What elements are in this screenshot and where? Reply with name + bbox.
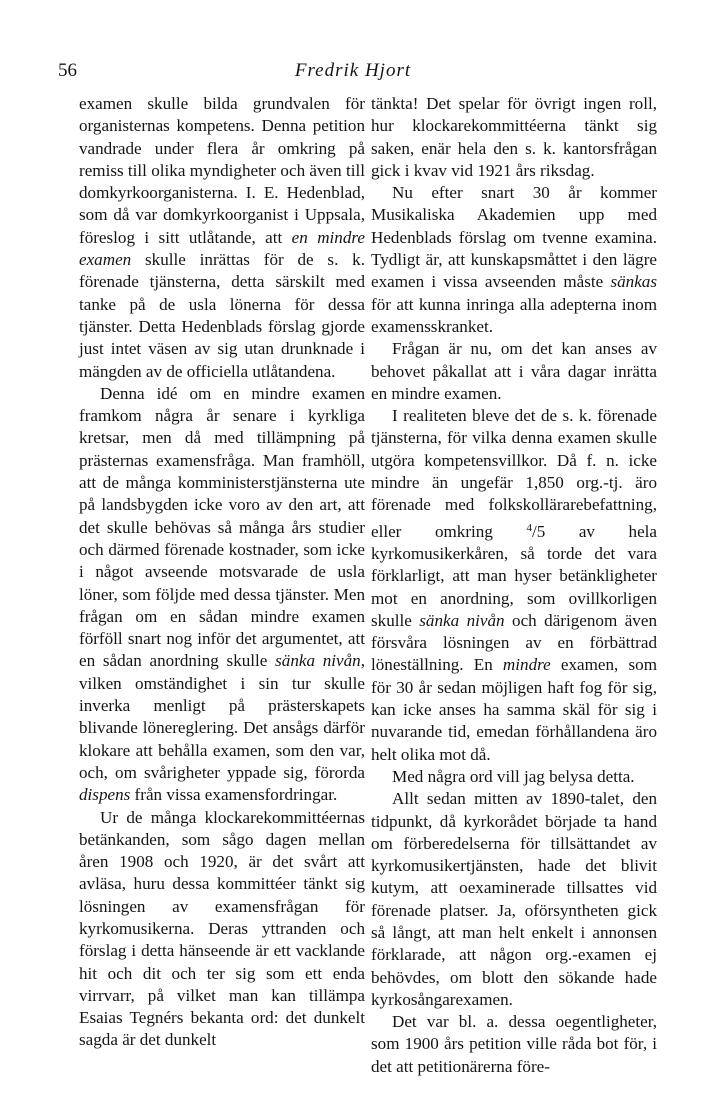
emphasis: dispens <box>79 785 131 805</box>
text-run: skulle inrättas för de s. k. förenade tjänsterna, detta särskilt med tanke på de usla lönerna för dessa tjänster. Detta Hedenblads förslag gjorde just intet väsen av sig utan drunknade i mängden av de officiella utlåtandena. <box>79 250 365 381</box>
text-run: och därigenom även försvåra lösningen av en förbättrad löneställning. En <box>371 610 657 675</box>
text-run: examen skulle bilda grundvalen för organisternas kompetens. Denna petition vandrade under flera år omkring på remiss till olika myndigheter och även till domkyrkoorganisterna. I. E. Hedenblad, som då var domkyrkoorganist i Uppsala, föreslog i sitt utlåtande, att <box>79 94 365 247</box>
text-run: av hela kyrkomusikerkåren, så torde det vara förklarligt, att man hyser betänkligheter mot en anordning, som ovillkorligen skulle <box>371 521 658 630</box>
right-paragraph-4 <box>371 405 657 766</box>
left-paragraph-3: Ur de många klockarekommittéernas betänkanden, som sågo dagen mellan åren 1908 och 1920, är det svårt att avläsa, huru dessa kommittéer tänkt sig lösningen av examensfrågan för kyrkomusikerna. Deras yttranden och förslag i detta hänseende är ett vacklande hit och dit och ter sig som ett enda virrvarr, på vilket man kan tillämpa Esaias Tegnérs bekanta ord: det dunkelt sagda är det dunkelt <box>79 807 365 1050</box>
page-number: 56 <box>58 60 77 81</box>
text-run: Denna idé om en mindre examen framkom några år senare i kyrkliga kretsar, men då med tillämpning på prästernas examensfråga. Man framhöll, att de många komministerstjänsterna ute på landsbygden icke voro av den art, att det skulle behövas så många års studier och därmed förenade kostnader, som icke i något avseende motsvarade de usla löner, som följde med dessa tjänster. Men frågan om en sådan mindre examen förföll snart nog inför det argumentet, att en sådan anordning skulle <box>79 383 365 671</box>
text-run: examen, som för 30 år sedan möjligen haft fog för sig, kan icke anses ha samma skäl för sig i nuvarande tid, emedan förhållandena äro helt olika mot då. <box>371 655 657 764</box>
right-paragraph-6: Allt sedan mitten av 1890-talet, den tidpunkt, då kyrkorådet började ta hand om förberedelserna för tillsättandet av kyrkomusikertjänsten, hade det blivit kutym, att oexaminerade tillsattes vid förenade platser. Ja, oförsyntheten gick så långt, att man helt enkelt i annonsen förklarade, att någon org.-examen ej behövdes, om blott den sökande hade kyrkosångarexamen. <box>371 789 657 1009</box>
left-paragraph-1 <box>79 93 365 383</box>
emphasis: sänka nivån <box>275 651 361 671</box>
fraction-numerator: 4 <box>526 521 532 534</box>
emphasis: en mindre examen <box>79 227 365 270</box>
right-paragraph-1: tänkta! Det spelar för övrigt ingen roll, hur klockarekommittéerna tänkt sig saken, enär hela den s. k. kantorsfrågan gick i kvav vid 1921 års riksdag. <box>371 94 657 180</box>
text-run: från vissa examensfordringar. <box>130 785 338 805</box>
right-paragraph-3: Frågan är nu, om det kan anses av behovet påkallat att i våra dagar inrätta en mindre examen. <box>371 339 657 403</box>
running-head: Fredrik Hjort <box>294 60 412 81</box>
emphasis: sänka nivån <box>419 610 505 630</box>
right-column <box>371 93 657 1078</box>
left-column <box>79 93 365 1052</box>
emphasis: sänkas <box>610 272 657 292</box>
text-run: I realiteten bleve det de s. k. förenade tjänsterna, för vilka denna examen skulle utgöra kompetensvillkor. Då f. n. icke mindre än ungefär 1,850 org.-tj. äro förenade med folkskollärarebefattning, eller omkring <box>371 406 657 541</box>
emphasis: mindre <box>502 655 551 675</box>
text-run: för att kunna inringa alla adepterna inom examensskranket. <box>371 294 657 336</box>
right-paragraph-2 <box>371 182 657 338</box>
left-paragraph-2 <box>79 383 365 807</box>
fraction-denominator: /5 <box>531 521 546 541</box>
right-paragraph-7: Det var bl. a. dessa oegentligheter, som 1900 års petition ville råda bot för, i det att petitionärerna före- <box>371 1012 657 1076</box>
text-run: , vilken omständighet i sin tur skulle inverka menligt på prästerskapets blivande lönereglering. Det ansågs därför klokare att behålla examen, som den var, och, om svårigheter yppade sig, förorda <box>79 651 365 782</box>
text-run: Nu efter snart 30 år kommer Musikaliska Akademien upp med Hedenblads förslag om tvenne examina. Tydligt är, att kunskapsmåttet i den lägre examen i vissa avseenden måste <box>371 183 657 292</box>
right-paragraph-5: Med några ord vill jag belysa detta. <box>392 766 635 786</box>
